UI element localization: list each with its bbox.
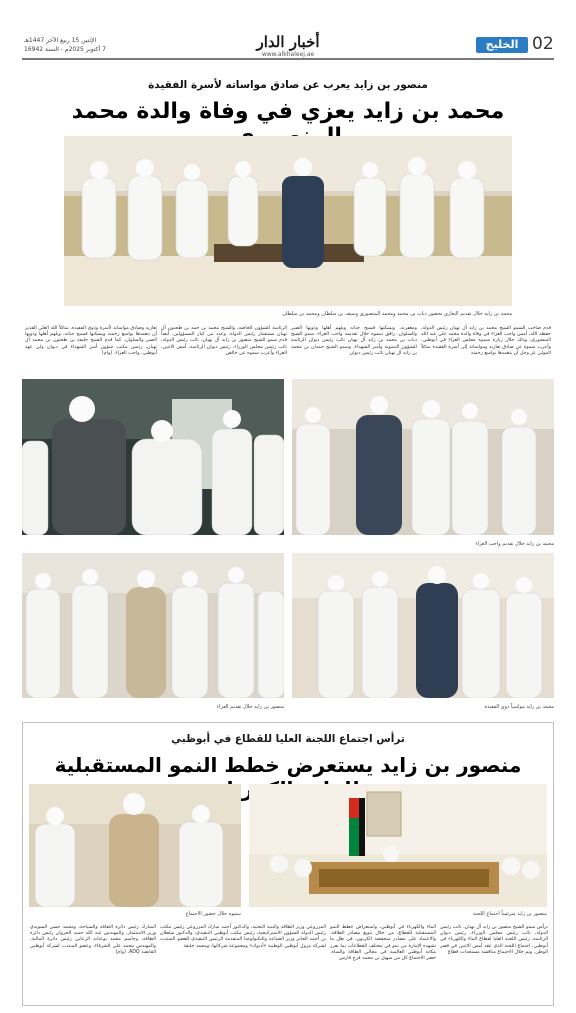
main-photo-caption: محمد بن زايد خلال تقديم التعازي بحضور ذياب بن محمد ومحمد المنصوري وسيف بن سلطان ومحمد بن سلطان: [282, 311, 512, 317]
story2-column-3: المزروعي وزير الطاقة والبنية التحتية، والدكتور أحمد مبارك المزروعي رئيس مكتب رئيس الدولة للشؤون الاستراتيجية، رئيس مكتب أبوظبي التنفيذي، والدكتور سلطان بن أحمد الجابر وزير الصناعة والتكنولوجيا المتقدمة الرئيس التنفيذي للعضو المنتدب لشركة بترول أبوظبي الوطنية «أدنوك» ومجموعة شركاتها، ومحمد خليفة: [160, 925, 326, 949]
story1-column-4: تعازيه وصادق مواساته لأسرة وذوي الفقيدة، سائلاً الله العلي القدير أن يتغمدها بواسع رحمته ويسكنها فسيح جناته، ويلهم أهلها وذويها الصبر والسلوان. كما قدم الشيخ خليفة بن طحنون بن محمد آل نهيان، رئيس مكتب شؤون أسر الشهداء في ديوان ولي عهد أبوظبي، واجب العزاء. (وام): [25, 326, 157, 356]
header-rule: [22, 58, 554, 60]
story2-kicker: ترأس اجتماع اللجنة العليا للقطاع في أبوظبي: [171, 733, 405, 745]
photo-f-caption: سموه خلال حضور الاجتماع: [185, 911, 241, 917]
photo-consoling-family: [292, 553, 554, 698]
photo-mansour-attending: [29, 784, 241, 907]
photo-c-caption: محمد بن زايد مواسياً ذوي الفقيدة: [484, 704, 554, 710]
photo-condolence-standing: [292, 379, 554, 535]
page-number: 02: [532, 34, 554, 54]
photo-e-caption: منصور بن زايد مترئساً اجتماع اللجنة: [472, 911, 547, 917]
date-gregorian: 7 أكتوبر 2025م - السنة 16942: [24, 46, 106, 53]
photo-condolence-embrace: [22, 379, 284, 535]
photo-a-caption: محمد بن زايد خلال تقديم واجب العزاء: [475, 541, 554, 547]
story1-kicker: منصور بن زايد يعرب عن صادق مواساته لأسرة الفقيدة: [148, 79, 428, 91]
photo-mansour-condolence: [22, 553, 284, 698]
story2-column-2: الماء والكهرباء في أبوظبي، واستعراض خطط النمو المستقبلية للقطاع، من خلال تنويع مصادر الطاقة، والاعتماد على مصادر منخفضة الكربون، في ظل ما تشهده الإمارة من نمو في مختلف القطاعات بما يعزز مكانة أبوظبي العالمية في مجالي الطاقة والمياه. حضر الاجتماع كل من سهيل بن محمد فرج فارس: [330, 925, 436, 962]
story1-column-3: الرئاسة للشؤون الخاصة، والشيخ محمد بن حمد بن طحنون آل نهيان مستشار رئيس الدولة، وعدد من كبار المسؤولين. أيضاً قدم سمو الشيخ منصور بن زايد آل نهيان، نائب رئيس الدولة، نائب رئيس مجلس الوزراء، رئيس ديوان الرئاسة، أمس الاثنين، العزاء وأعرب سموه عن خالص: [161, 326, 287, 356]
story1-headline: محمد بن زايد يعزي في وفاة والدة محمد: [71, 99, 505, 124]
photo-committee-meeting: [249, 784, 547, 907]
story2-column-1: ترأس سمو الشيخ منصور بن زايد آل نهيان، نائب رئيس الدولة، نائب رئيس مجلس الوزراء، رئيس ديوان الرئاسة، رئيس اللجنة العليا لقطاع الماء والكهرباء في أبوظبي، اجتماع اللجنة الذي عقد أمس الاثنين في قصر الوطن. وتم خلال الاجتماع مناقشة مستجدات قطاع: [440, 925, 548, 955]
date-hijri: الإثنين 15 ربيع الآخر 1447هـ: [24, 37, 97, 44]
story1-column-2: ومغفرته، ويسكنها فسيح جناته ويلهم أهلها وذويها الصبر والسلوان. رافق سموه خلال تقديمه واجب العزاء، سمو الشيخ ذياب بن محمد بن زايد آل نهيان نائب رئيس ديوان الرئاسة للشؤون التنموية وأسر الشهداء، وسمو الشيخ حمدان بن محمد بن زايد آل نهيان نائب رئيس ديوان: [291, 326, 417, 356]
photo-d-caption: منصور بن زايد خلال تقديم العزاء: [216, 704, 284, 710]
newspaper-logo[interactable]: الخليج: [476, 37, 528, 53]
main-photo-majlis: [64, 136, 512, 306]
story1-column-1: قدم صاحب السمو الشيخ محمد بن زايد آل نهيان رئيس الدولة، حفظه الله، أمس واجب العزاء في وفاة والدة محمد علي عبد الله المنصوري، وذلك خلال زيارة سموه مجلس العزاء في أبوظبي. وأعرب سموه عن صادق تعازيه ومواساته إلى أسرة الفقيدة سائلاً المولى عز وجل أن يتغمدها بواسع رحمته: [421, 326, 551, 356]
section-title: أخبار الدار: [256, 33, 320, 51]
website-url[interactable]: www.alkhaleej.ae: [261, 51, 315, 58]
story2-headline: منصور بن زايد يستعرض خطط النمو المستقبلية: [54, 753, 522, 777]
story2-column-4: المبارك رئيس دائرة الثقافة والسياحة، ومحمد حسن السويدي وزير الاستثمار، والمهندس عبد الله حميد الجروان رئيس دائرة الطاقة، وجاسم محمد بوعتابه الزعابي رئيس دائرة المالية، والمهندس محمد علي الشرفاء، وعضو المنتدب لشركة أبوظبي القابضة ADQ. (وام): [30, 925, 156, 955]
